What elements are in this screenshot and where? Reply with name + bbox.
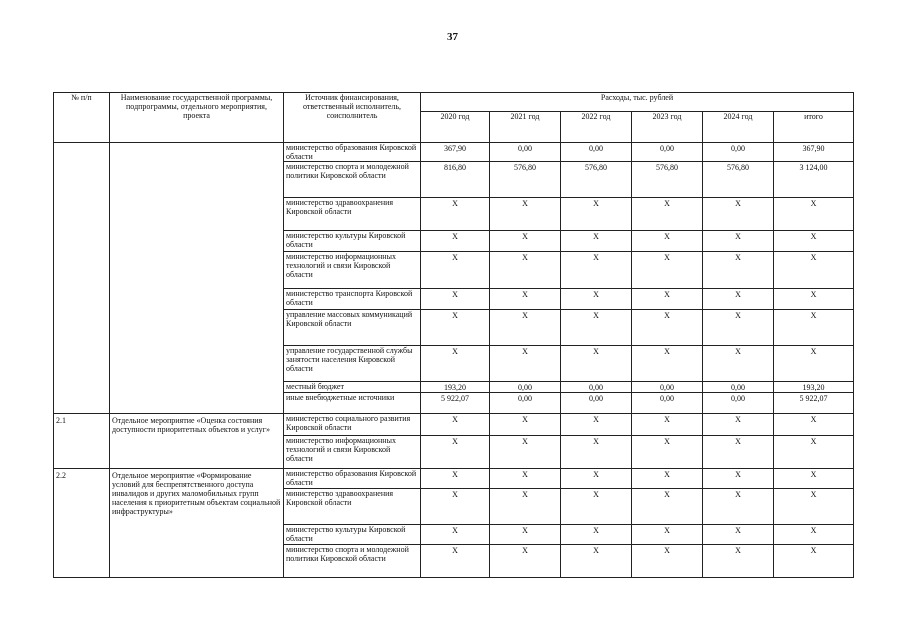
year-value-cell: X: [421, 346, 490, 382]
year-value-cell: X: [490, 231, 561, 252]
header-year: 2021 год: [490, 112, 561, 143]
year-value-cell: 576,80: [561, 162, 632, 198]
header-year: 2024 год: [703, 112, 774, 143]
header-col-source: Источник финансирования, ответственный исполнитель, соисполнитель: [284, 93, 421, 143]
year-value-cell: 0,00: [561, 382, 632, 393]
total-value-cell: X: [774, 289, 854, 310]
year-value-cell: 0,00: [490, 143, 561, 162]
year-value-cell: X: [561, 289, 632, 310]
year-value-cell: X: [703, 469, 774, 489]
total-value-cell: X: [774, 252, 854, 289]
year-value-cell: X: [632, 414, 703, 436]
year-value-cell: X: [421, 545, 490, 578]
year-value-cell: X: [632, 310, 703, 346]
year-value-cell: 0,00: [490, 393, 561, 414]
year-value-cell: X: [703, 436, 774, 469]
funding-source-cell: министерство образования Кировской области: [284, 143, 421, 162]
total-value-cell: X: [774, 310, 854, 346]
year-value-cell: 0,00: [632, 393, 703, 414]
funding-source-cell: министерство спорта и молодежной политики Кировской области: [284, 545, 421, 578]
year-value-cell: X: [421, 469, 490, 489]
year-value-cell: 0,00: [703, 393, 774, 414]
row-number-cell: 2.1: [54, 414, 110, 469]
year-value-cell: X: [703, 252, 774, 289]
year-value-cell: 0,00: [561, 143, 632, 162]
year-value-cell: X: [561, 489, 632, 525]
table-body: [54, 143, 854, 578]
table-row: [54, 414, 854, 436]
table-row: [54, 143, 854, 162]
year-value-cell: X: [561, 525, 632, 545]
year-value-cell: X: [703, 414, 774, 436]
year-value-cell: X: [703, 489, 774, 525]
total-value-cell: X: [774, 346, 854, 382]
year-value-cell: X: [421, 310, 490, 346]
year-value-cell: X: [490, 545, 561, 578]
year-value-cell: X: [490, 198, 561, 231]
funding-source-cell: министерство информационных технологий и связи Кировской области: [284, 252, 421, 289]
table-row: [54, 469, 854, 489]
total-value-cell: 193,20: [774, 382, 854, 393]
year-value-cell: X: [561, 231, 632, 252]
year-value-cell: 576,80: [632, 162, 703, 198]
year-value-cell: 0,00: [703, 382, 774, 393]
total-value-cell: 367,90: [774, 143, 854, 162]
year-value-cell: 0,00: [703, 143, 774, 162]
year-value-cell: X: [490, 346, 561, 382]
total-value-cell: X: [774, 231, 854, 252]
year-value-cell: X: [421, 489, 490, 525]
year-value-cell: X: [421, 525, 490, 545]
funding-source-cell: иные внебюджетные источники: [284, 393, 421, 414]
year-value-cell: X: [490, 414, 561, 436]
total-value-cell: X: [774, 545, 854, 578]
year-value-cell: X: [632, 289, 703, 310]
year-value-cell: X: [490, 289, 561, 310]
year-value-cell: 816,80: [421, 162, 490, 198]
header-col-name: Наименование государственной программы, подпрограммы, отдельного мероприятия, проекта: [110, 93, 284, 143]
funding-source-cell: министерство культуры Кировской области: [284, 525, 421, 545]
header-total: итого: [774, 112, 854, 143]
total-value-cell: X: [774, 489, 854, 525]
year-value-cell: X: [561, 414, 632, 436]
year-value-cell: 0,00: [490, 382, 561, 393]
year-value-cell: X: [421, 436, 490, 469]
year-value-cell: X: [561, 469, 632, 489]
year-value-cell: X: [632, 469, 703, 489]
funding-source-cell: министерство спорта и молодежной политики Кировской области: [284, 162, 421, 198]
total-value-cell: X: [774, 525, 854, 545]
funding-source-cell: министерство информационных технологий и связи Кировской области: [284, 436, 421, 469]
year-value-cell: X: [490, 252, 561, 289]
year-value-cell: X: [421, 289, 490, 310]
measure-name-cell: [110, 143, 284, 414]
year-value-cell: X: [632, 436, 703, 469]
year-value-cell: X: [561, 310, 632, 346]
year-value-cell: X: [703, 310, 774, 346]
row-number-cell: [54, 143, 110, 414]
year-value-cell: X: [632, 198, 703, 231]
year-value-cell: X: [703, 289, 774, 310]
header-year: 2023 год: [632, 112, 703, 143]
year-value-cell: X: [632, 252, 703, 289]
year-value-cell: X: [632, 231, 703, 252]
total-value-cell: 5 922,07: [774, 393, 854, 414]
funding-source-cell: управление государственной службы занятости населения Кировской области: [284, 346, 421, 382]
year-value-cell: 576,80: [490, 162, 561, 198]
year-value-cell: X: [561, 346, 632, 382]
header-year: 2022 год: [561, 112, 632, 143]
year-value-cell: X: [561, 436, 632, 469]
total-value-cell: X: [774, 469, 854, 489]
year-value-cell: X: [703, 545, 774, 578]
budget-table: [53, 92, 854, 578]
year-value-cell: X: [632, 489, 703, 525]
year-value-cell: X: [632, 545, 703, 578]
funding-source-cell: министерство здравоохранения Кировской области: [284, 198, 421, 231]
funding-source-cell: министерство транспорта Кировской области: [284, 289, 421, 310]
year-value-cell: X: [490, 525, 561, 545]
year-value-cell: 576,80: [703, 162, 774, 198]
funding-source-cell: министерство образования Кировской области: [284, 469, 421, 489]
year-value-cell: X: [421, 252, 490, 289]
year-value-cell: X: [490, 469, 561, 489]
year-value-cell: X: [703, 525, 774, 545]
year-value-cell: X: [703, 198, 774, 231]
total-value-cell: X: [774, 436, 854, 469]
row-number-cell: 2.2: [54, 469, 110, 578]
year-value-cell: X: [490, 310, 561, 346]
year-value-cell: 193,20: [421, 382, 490, 393]
funding-source-cell: министерство социального развития Кировской области: [284, 414, 421, 436]
year-value-cell: 0,00: [632, 143, 703, 162]
year-value-cell: 5 922,07: [421, 393, 490, 414]
total-value-cell: 3 124,00: [774, 162, 854, 198]
year-value-cell: X: [561, 252, 632, 289]
year-value-cell: 367,90: [421, 143, 490, 162]
page-number: 37: [447, 31, 458, 43]
header-col-no: № п/п: [54, 93, 110, 143]
year-value-cell: X: [632, 346, 703, 382]
total-value-cell: X: [774, 198, 854, 231]
funding-source-cell: министерство культуры Кировской области: [284, 231, 421, 252]
year-value-cell: X: [561, 198, 632, 231]
funding-source-cell: управление массовых коммуникаций Кировской области: [284, 310, 421, 346]
funding-source-cell: министерство здравоохранения Кировской области: [284, 489, 421, 525]
year-value-cell: X: [490, 489, 561, 525]
year-value-cell: X: [421, 198, 490, 231]
header-year: 2020 год: [421, 112, 490, 143]
year-value-cell: X: [490, 436, 561, 469]
total-value-cell: X: [774, 414, 854, 436]
header-expenses: Расходы, тыс. рублей: [421, 93, 854, 112]
measure-name-cell: Отдельное мероприятие «Формирование условий для беспрепятственного доступа инвалидов и других маломобильных групп населения к приоритетным объектам социальной инфраструктуры»: [110, 469, 284, 578]
year-value-cell: X: [703, 346, 774, 382]
year-value-cell: X: [421, 414, 490, 436]
year-value-cell: 0,00: [632, 382, 703, 393]
year-value-cell: X: [561, 545, 632, 578]
year-value-cell: X: [421, 231, 490, 252]
measure-name-cell: Отдельное мероприятие «Оценка состояния доступности приоритетных объектов и услуг»: [110, 414, 284, 469]
year-value-cell: X: [632, 525, 703, 545]
funding-source-cell: местный бюджет: [284, 382, 421, 393]
year-value-cell: X: [703, 231, 774, 252]
year-value-cell: 0,00: [561, 393, 632, 414]
